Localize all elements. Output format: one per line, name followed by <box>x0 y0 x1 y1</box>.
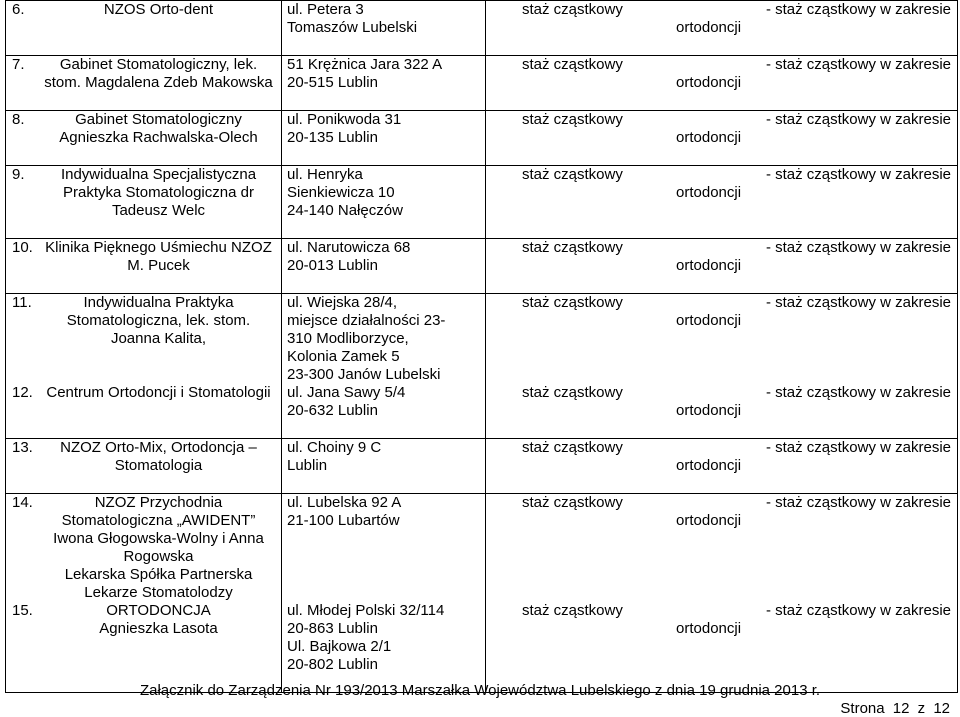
row-number: 6. <box>12 1 25 18</box>
scope-line <box>486 602 957 620</box>
address-line: 20-135 Lublin <box>287 129 378 146</box>
institution-cell <box>6 1 282 56</box>
address-cell <box>282 239 486 294</box>
address-line: 20-515 Lublin <box>287 74 378 91</box>
institution-entry <box>6 166 281 220</box>
blank-line <box>287 530 485 548</box>
footer-note: Załącznik do Zarządzenia Nr 193/2013 Marszałka Województwa Lubelskiego z dnia 19 grudnia 2013 r. <box>139 682 821 699</box>
institution-cell <box>6 439 282 494</box>
blank-line <box>287 420 485 438</box>
institution-entry <box>6 384 281 438</box>
institution-name <box>40 56 277 92</box>
address-line: 20-863 Lublin <box>287 620 378 637</box>
table-row <box>6 166 958 239</box>
blank-line <box>287 584 485 602</box>
blank-line <box>287 475 485 493</box>
scope-line-2: ortodoncji <box>676 129 742 146</box>
row-number: 14. <box>12 494 33 511</box>
name-line: Centrum Ortodoncji i Stomatologii <box>46 384 271 401</box>
institution-entry <box>6 294 281 384</box>
address-line: Ul. Bajkowa 2/1 <box>287 638 392 655</box>
scope-detail: - staż cząstkowy w zakresie <box>765 602 951 619</box>
address-line: 20-802 Lublin <box>287 656 378 673</box>
name-line: Stomatologiczna „AWIDENT” <box>61 512 256 529</box>
blank-line <box>486 548 957 566</box>
row-number: 10. <box>12 239 33 256</box>
scope-line <box>486 439 957 457</box>
scope-detail: - staż cząstkowy w zakresie <box>765 56 951 73</box>
name-line: Stomatologia <box>114 457 203 474</box>
institution-name <box>40 239 277 275</box>
scope-cell <box>486 294 958 439</box>
scope-type: staż cząstkowy <box>522 494 623 511</box>
institution-name <box>40 166 277 220</box>
scope-detail: - staż cząstkowy w zakresie <box>765 294 951 311</box>
address-line: 21-100 Lubartów <box>287 512 400 529</box>
blank-line <box>486 566 957 584</box>
scope-detail: - staż cząstkowy w zakresie <box>765 494 951 511</box>
row-number: 11. <box>12 294 32 311</box>
row-number: 7. <box>12 56 25 73</box>
institution-name <box>40 494 277 602</box>
institution-cell <box>6 166 282 239</box>
scope-detail: - staż cząstkowy w zakresie <box>765 439 951 456</box>
institution-entry <box>6 494 281 602</box>
scope-line <box>486 111 957 129</box>
scope-line <box>486 56 957 74</box>
institution-entry <box>6 602 281 692</box>
address-cell <box>282 111 486 166</box>
name-line: Agnieszka Lasota <box>99 620 218 637</box>
address-line: ul. Choiny 9 C <box>287 439 382 456</box>
scope-cell <box>486 56 958 111</box>
name-line: Praktyka Stomatologiczna dr <box>63 184 254 201</box>
institution-name <box>40 1 277 19</box>
page-current: 12 <box>892 700 910 717</box>
scope-line-2: ortodoncji <box>676 257 742 274</box>
scope-line-2: ortodoncji <box>676 620 742 637</box>
table-row <box>6 1 958 56</box>
address-line: Kolonia Zamek 5 <box>287 348 400 365</box>
name-line: Gabinet Stomatologiczny <box>75 111 242 128</box>
table-row <box>6 56 958 111</box>
blank-line <box>486 330 957 348</box>
scope-line-2: ortodoncji <box>676 74 742 91</box>
table-row <box>6 294 958 439</box>
blank-line <box>486 366 957 384</box>
address-line: 20-632 Lublin <box>287 402 378 419</box>
address-line: Lublin <box>287 457 328 474</box>
page-of: z <box>917 700 926 717</box>
scope-cell <box>486 1 958 56</box>
name-line: NZOZ Orto-Mix, Ortodoncja – <box>60 439 257 456</box>
institution-entry <box>6 239 281 275</box>
scope-type: staż cząstkowy <box>522 239 623 256</box>
address-cell <box>282 1 486 56</box>
row-number: 15. <box>12 602 33 619</box>
institution-cell <box>6 294 282 439</box>
address-cell <box>282 56 486 111</box>
institution-name <box>40 384 277 438</box>
blank-line <box>287 37 485 55</box>
address-line: ul. Jana Sawy 5/4 <box>287 384 406 401</box>
row-number: 12. <box>12 384 33 401</box>
name-line: Joanna Kalita, <box>110 330 207 347</box>
row-number: 13. <box>12 439 33 456</box>
institution-cell <box>6 111 282 166</box>
institution-cell <box>6 239 282 294</box>
name-line: Tadeusz Welc <box>111 202 206 219</box>
scope-type: staż cząstkowy <box>522 1 623 18</box>
institution-entry <box>6 56 281 92</box>
blank-line <box>287 220 485 238</box>
scope-type: staż cząstkowy <box>522 56 623 73</box>
institutions-table <box>5 0 958 693</box>
blank-line <box>287 566 485 584</box>
address-line: ul. Petera 3 <box>287 1 364 18</box>
name-line: stom. Magdalena Zdeb Makowska <box>44 74 273 91</box>
institution-name <box>40 439 277 475</box>
scope-type: staż cząstkowy <box>522 294 623 311</box>
blank-line <box>287 147 485 165</box>
address-line: ul. Wiejska 28/4, <box>287 294 398 311</box>
scope-type: staż cząstkowy <box>522 602 623 619</box>
scope-line <box>486 239 957 257</box>
scope-cell <box>486 166 958 239</box>
name-line: Gabinet Stomatologiczny, lek. <box>59 56 258 73</box>
address-cell <box>282 494 486 693</box>
scope-cell <box>486 239 958 294</box>
address-line: miejsce działalności 23- <box>287 312 446 329</box>
scope-line-2: ortodoncji <box>676 19 742 36</box>
page-total: 12 <box>933 700 950 717</box>
name-line: Stomatologiczna, lek. stom. <box>66 312 251 329</box>
address-cell <box>282 166 486 239</box>
scope-detail: - staż cząstkowy w zakresie <box>765 1 951 18</box>
scope-detail: - staż cząstkowy w zakresie <box>765 111 951 128</box>
scope-line-2: ortodoncji <box>676 184 742 201</box>
scope-detail: - staż cząstkowy w zakresie <box>765 166 951 183</box>
scope-type: staż cząstkowy <box>522 166 623 183</box>
table-row <box>6 494 958 693</box>
institution-entry <box>6 439 281 475</box>
scope-type: staż cząstkowy <box>522 439 623 456</box>
blank-line <box>287 275 485 293</box>
institution-entry <box>6 111 281 147</box>
name-line: Agnieszka Rachwalska-Olech <box>59 129 258 146</box>
address-line: Tomaszów Lubelski <box>287 19 418 36</box>
name-line: Lekarska Spółka Partnerska <box>64 566 253 583</box>
row-number: 8. <box>12 111 25 128</box>
scope-line <box>486 384 957 402</box>
name-line: M. Pucek <box>127 257 190 274</box>
address-line: ul. Lubelska 92 A <box>287 494 402 511</box>
table-row <box>6 239 958 294</box>
address-cell <box>282 294 486 439</box>
scope-line-2: ortodoncji <box>676 312 742 329</box>
table-row <box>6 111 958 166</box>
address-line: Sienkiewicza 10 <box>287 184 395 201</box>
address-line: 51 Krężnica Jara 322 A <box>287 56 443 73</box>
table-row <box>6 439 958 494</box>
institution-name <box>40 602 277 692</box>
address-line: ul. Ponikwoda 31 <box>287 111 402 128</box>
institution-cell <box>6 494 282 693</box>
scope-cell <box>486 439 958 494</box>
scope-cell <box>486 111 958 166</box>
name-line: Indywidualna Specjalistyczna <box>60 166 257 183</box>
blank-line <box>40 366 277 384</box>
scope-detail: - staż cząstkowy w zakresie <box>765 239 951 256</box>
blank-line <box>486 348 957 366</box>
blank-line <box>287 92 485 110</box>
name-line: Indywidualna Praktyka <box>83 294 234 311</box>
name-line: ORTODONCJA <box>106 602 211 619</box>
name-line: NZOS Orto-dent <box>103 1 214 18</box>
address-line: 24-140 Nałęczów <box>287 202 403 219</box>
blank-line <box>287 548 485 566</box>
scope-line <box>486 1 957 19</box>
blank-line <box>40 656 277 674</box>
scope-line-2: ortodoncji <box>676 512 742 529</box>
blank-line <box>40 420 277 438</box>
scope-cell <box>486 494 958 693</box>
name-line: NZOZ Przychodnia <box>94 494 223 511</box>
scope-line <box>486 494 957 512</box>
institution-name <box>40 111 277 147</box>
address-line: ul. Henryka <box>287 166 363 183</box>
blank-line <box>486 530 957 548</box>
blank-line <box>40 402 277 420</box>
name-line: Rogowska <box>123 548 194 565</box>
scope-type: staż cząstkowy <box>522 111 623 128</box>
row-number: 9. <box>12 166 25 183</box>
page-number <box>836 700 950 717</box>
scope-line-2: ortodoncji <box>676 402 742 419</box>
scope-detail: - staż cząstkowy w zakresie <box>765 384 951 401</box>
address-line: ul. Młodej Polski 32/114 <box>287 602 445 619</box>
scope-line <box>486 294 957 312</box>
blank-line <box>40 638 277 656</box>
address-line: 310 Modliborzyce, <box>287 330 409 347</box>
institution-entry <box>6 1 281 19</box>
address-line: ul. Narutowicza 68 <box>287 239 411 256</box>
address-cell <box>282 439 486 494</box>
scope-line-2: ortodoncji <box>676 457 742 474</box>
scope-line <box>486 166 957 184</box>
name-line: Iwona Głogowska-Wolny i Anna <box>53 530 264 547</box>
institution-cell <box>6 56 282 111</box>
name-line: Lekarze Stomatolodzy <box>84 584 233 601</box>
blank-line <box>486 584 957 602</box>
scope-type: staż cząstkowy <box>522 384 623 401</box>
address-line: 20-013 Lublin <box>287 257 378 274</box>
address-line: 23-300 Janów Lubelski <box>287 366 441 383</box>
name-line: Klinika Pięknego Uśmiechu NZOZ <box>45 239 272 256</box>
blank-line <box>40 348 277 366</box>
institution-name <box>40 294 277 384</box>
page-label: Strona <box>840 700 885 717</box>
